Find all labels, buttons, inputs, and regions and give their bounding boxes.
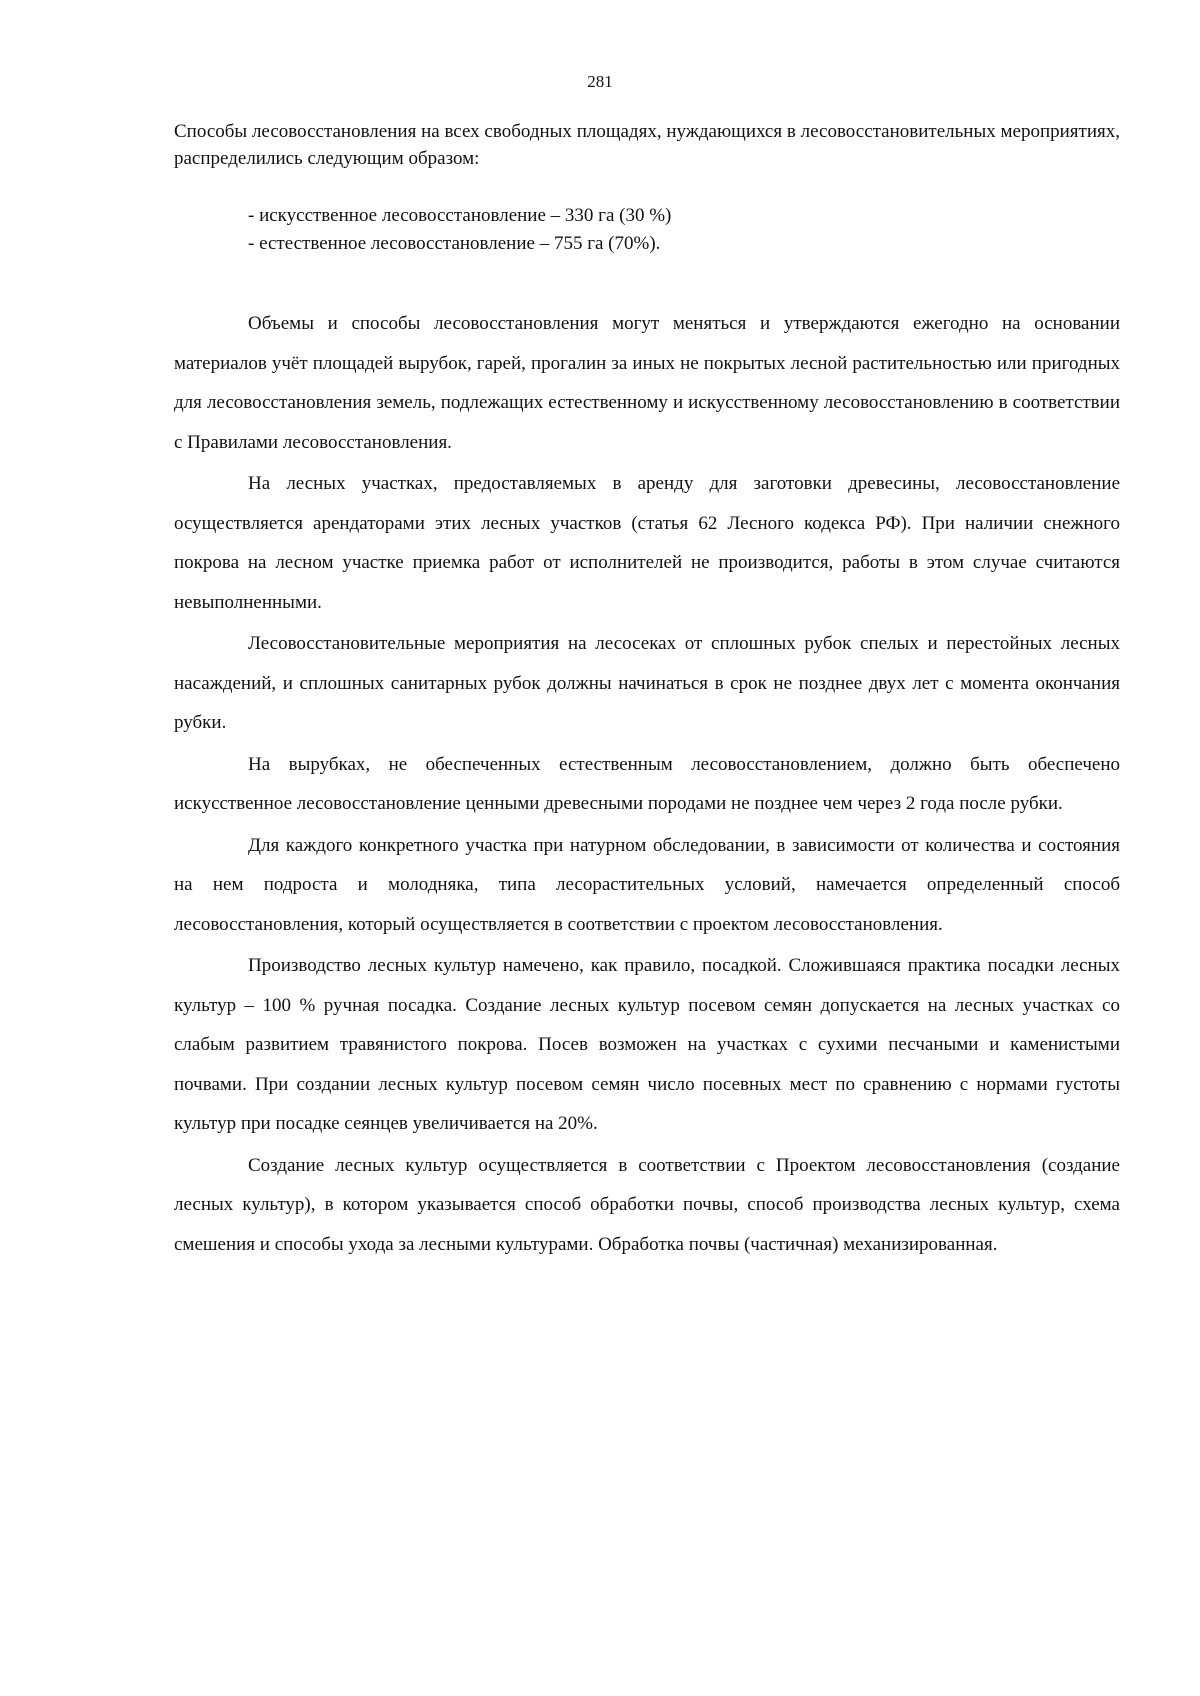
body-text	[174, 304, 1120, 1266]
list-item: - искусственное лесовосстановление – 330 га (30 %)	[248, 205, 672, 226]
paragraph: Создание лесных культур осуществляется в соответствии с Проектом лесовосстановления (создание лесных культур), в котором указывается способ обработки почвы, способ производства лесных культур, схема смешения и способы ухода за лесными культурами. Обработка почвы (частичная) механизированная.	[174, 1154, 1120, 1255]
list-item: - естественное лесовосстановление – 755 га (70%).	[248, 233, 661, 254]
intro-text: Способы лесовосстановления на всех свободных площадях, нуждающихся в лесовосстановительных мероприятиях, распределились следующим образом:	[174, 121, 1120, 169]
paragraph: Объемы и способы лесовосстановления могут меняться и утверждаются ежегодно на основании материалов учёт площадей вырубок, гарей, прогалин за иных не покрытых лесной растительностью или пригодных для лесовосстановления земель, подлежащих естественному и искусственному лесовосстановлению в соответствии с Правилами лесовосстановления.	[174, 313, 1120, 453]
reforestation-methods-list	[248, 202, 1048, 258]
page-number: 281	[587, 72, 613, 91]
paragraph: Для каждого конкретного участка при натурном обследовании, в зависимости от количества и состояния на нем подроста и молодняка, типа лесорастительных условий, намечается определенный способ лесовосстановления, который осуществляется в соответствии с проектом лесовосстановления.	[174, 834, 1120, 935]
paragraph: Производство лесных культур намечено, как правило, посадкой. Сложившаяся практика посадки лесных культур – 100 % ручная посадка. Создание лесных культур посевом семян допускается на лесных участках со слабым развитием травянистого покрова. Посев возможен на участках с сухими песчаными и каменистыми почвами. При создании лесных культур посевом семян число посевных мест по сравнению с нормами густоты культур при посадке сеянцев увеличивается на 20%.	[174, 955, 1120, 1134]
paragraph: На лесных участках, предоставляемых в аренду для заготовки древесины, лесовосстановление осуществляется арендаторами этих лесных участков (статья 62 Лесного кодекса РФ). При наличии снежного покрова на лесном участке приемка работ от исполнителей не производится, работы в этом случае считаются невыполненными.	[174, 473, 1120, 613]
paragraph: На вырубках, не обеспеченных естественным лесовосстановлением, должно быть обеспечено искусственное лесовосстановление ценными древесными породами не позднее чем через 2 года после рубки.	[174, 753, 1120, 814]
intro-paragraph	[174, 118, 1120, 172]
paragraph: Лесовосстановительные мероприятия на лесосеках от сплошных рубок спелых и перестойных лесных насаждений, и сплошных санитарных рубок должны начинаться в срок не позднее двух лет с момента окончания рубки.	[174, 633, 1120, 733]
